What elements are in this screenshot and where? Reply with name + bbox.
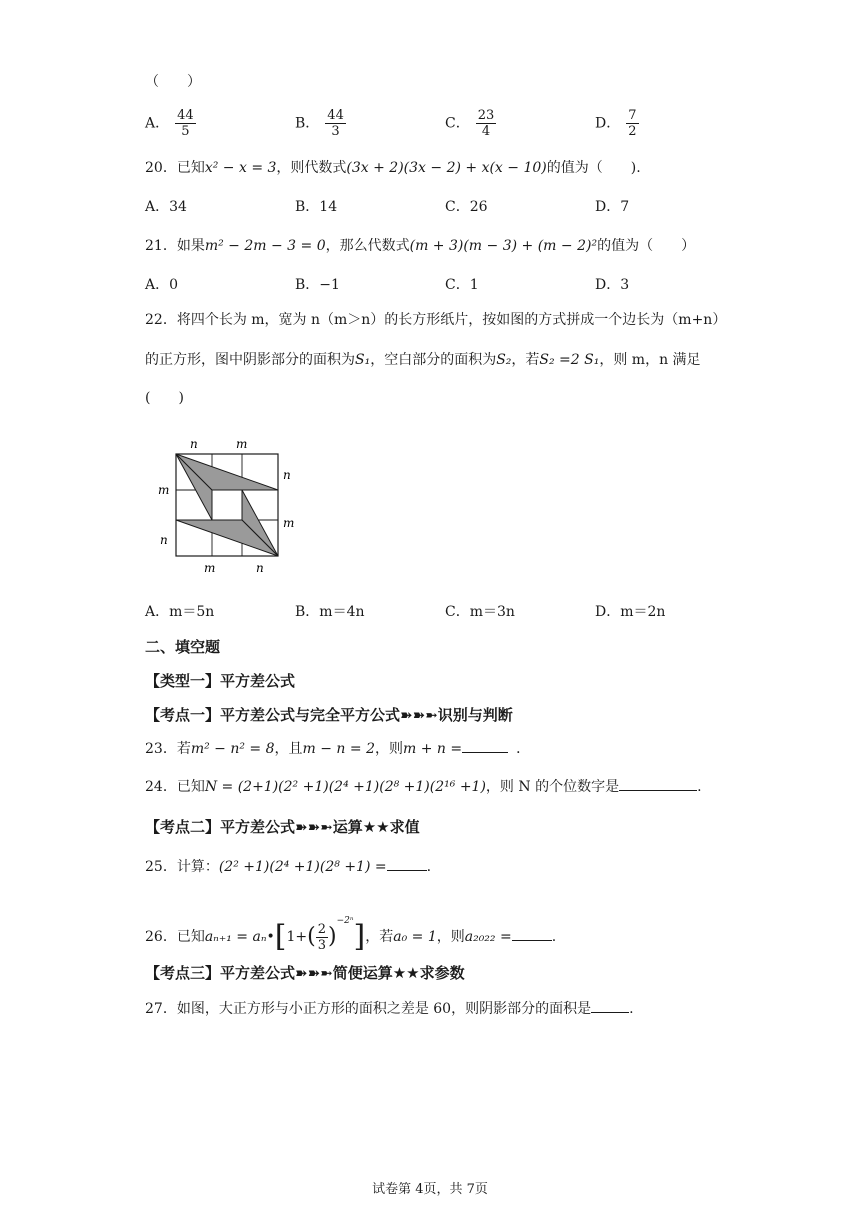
- numerator: 23: [477, 108, 495, 123]
- numerator: 44: [327, 108, 344, 123]
- q22-line2: [145, 350, 701, 370]
- q19-option-c: [445, 108, 496, 139]
- fraction: [626, 108, 638, 139]
- q25-expression: (2² +1)(2⁴ +1)(2⁸ +1) =: [218, 859, 387, 875]
- kp3-heading: 【考点三】平方差公式➽➽➼简便运算★★求参数: [145, 964, 465, 982]
- q26-end: .: [551, 929, 557, 945]
- q22-text: ，若: [511, 352, 540, 368]
- q20-option-b: B．14: [295, 199, 338, 215]
- q23-end: ．: [516, 741, 531, 757]
- label-bottom-n: n: [256, 561, 264, 575]
- q22-text: ，空白部分的面积为: [370, 352, 497, 368]
- numerator: 2: [317, 921, 326, 937]
- q20-number: 20．已知: [145, 160, 205, 176]
- page-footer: 试卷第 4页，共 7页: [372, 1182, 488, 1197]
- option-letter: B．: [295, 115, 320, 132]
- q26-text: ，则: [436, 929, 465, 945]
- q20-option-a: A．34: [145, 199, 187, 215]
- q22-s1: S₁: [355, 352, 371, 368]
- q24-text: 24．已知: [145, 779, 205, 795]
- q27-stem: [145, 998, 634, 1019]
- q22-option-b: B．m＝4n: [295, 604, 365, 620]
- option-letter: C．: [445, 115, 470, 132]
- q26-answer-blank[interactable]: [512, 926, 552, 941]
- q22-text: ，则 m，n 满足: [599, 352, 701, 368]
- q19-option-a: [145, 108, 196, 139]
- label-right-m: m: [283, 516, 295, 530]
- denominator: 5: [181, 124, 190, 139]
- denominator: 2: [628, 124, 637, 139]
- q23-stem: [145, 738, 530, 759]
- q27-end: .: [629, 1001, 634, 1017]
- numerator: 44: [177, 108, 194, 123]
- q24-expression: N = (2+1)(2² +1)(2⁴ +1)(2⁸ +1)(2¹⁶ +1): [204, 779, 486, 795]
- q26-lhs: aₙ₊₁ = aₙ•: [204, 929, 275, 945]
- q21-option-c: C．1: [445, 277, 479, 293]
- q21-number: 21．如果: [145, 238, 205, 254]
- q24-stem: [145, 776, 702, 797]
- q20-option-c: C．26: [445, 199, 488, 215]
- q19-option-b: [295, 108, 346, 139]
- q23-cond1: m² − n² = 8: [190, 741, 275, 757]
- section-title-fill-in: 二、填空题: [145, 638, 221, 656]
- q21-expression: (m + 3)(m − 3) + (m − 2)²: [409, 238, 598, 254]
- q19-bracket: （ ）: [145, 74, 201, 90]
- label-bottom-m: m: [204, 561, 216, 575]
- label-right-n: n: [283, 468, 291, 482]
- q26-ask: a₂₀₂₂ =: [464, 929, 512, 945]
- label-left-n: n: [160, 533, 168, 547]
- label-left-m: m: [158, 483, 170, 497]
- label-top-m: m: [236, 437, 248, 451]
- q23-cond2: m − n = 2: [302, 741, 375, 757]
- q21-option-b: B．−1: [295, 277, 340, 293]
- q26-stem: [145, 904, 556, 954]
- fraction: [325, 108, 346, 139]
- right-paren: ): [328, 924, 337, 949]
- fraction: [175, 108, 196, 139]
- q20-mid: ，则代数式: [276, 160, 347, 176]
- option-letter: A．: [145, 115, 170, 132]
- q20-end: 的值为（ ).: [546, 160, 641, 176]
- q25-answer-blank[interactable]: [387, 856, 427, 871]
- q22-line3: ( ): [145, 390, 184, 406]
- denominator: 3: [331, 124, 340, 139]
- q26-condition: a₀ = 1: [393, 929, 437, 945]
- q21-mid: ，那么代数式: [325, 238, 410, 254]
- kp1-heading: 【考点一】平方差公式与完全平方公式➽➽➼识别与判断: [145, 706, 513, 724]
- q23-text: ，且: [274, 741, 303, 757]
- q20-stem: [145, 158, 641, 178]
- q22-line1: 22．将四个长为 m，宽为 n（m＞n）的长方形纸片，按如图的方式拼成一个边长为（m+n）: [145, 312, 727, 328]
- q22-text: 的正方形，图中阴影部分的面积为: [145, 352, 355, 368]
- q22-option-d: D．m＝2n: [595, 604, 666, 620]
- q21-option-d: D．3: [595, 277, 630, 293]
- left-bracket: [: [274, 919, 287, 954]
- q20-condition: x² − x = 3: [204, 160, 277, 176]
- option-letter: D．: [595, 115, 621, 132]
- q26-exponent: −2ⁿ: [336, 916, 354, 926]
- q20-expression: (3x + 2)(3x − 2) + x(x − 10): [346, 160, 547, 176]
- label-top-n: n: [190, 437, 198, 451]
- type1-heading: 【类型一】平方差公式: [145, 672, 296, 690]
- fraction: [476, 108, 497, 139]
- kp2-heading: 【考点二】平方差公式➽➽➼运算★★求值: [145, 818, 420, 836]
- q24-end: .: [697, 779, 702, 795]
- left-paren: (: [307, 924, 316, 949]
- q25-text: 25．计算：: [145, 859, 219, 875]
- q26-inner: 1+: [286, 929, 308, 945]
- q21-option-a: A．0: [145, 277, 179, 293]
- q23-answer-blank[interactable]: [462, 738, 508, 753]
- denominator: 3: [317, 937, 326, 953]
- q21-stem: [145, 236, 695, 256]
- q27-text: 27．如图，大正方形与小正方形的面积之差是 60，则阴影部分的面积是: [145, 1001, 592, 1017]
- q22-option-c: C．m＝3n: [445, 604, 515, 620]
- q25-end: .: [426, 859, 432, 875]
- right-bracket: ]: [353, 919, 366, 954]
- q22-s2: S₂: [496, 352, 512, 368]
- q26-text: ，若: [365, 929, 394, 945]
- q23-text: ，则: [374, 741, 403, 757]
- q24-text: ，则 N 的个位数字是: [485, 779, 620, 795]
- q22-figure: [150, 432, 310, 577]
- numerator: 7: [628, 108, 637, 123]
- q26-text: 26．已知: [145, 929, 205, 945]
- q20-option-d: D．7: [595, 199, 630, 215]
- q22-option-a: A．m＝5n: [145, 604, 215, 620]
- q23-ask: m + n =: [402, 741, 463, 757]
- q23-text: 23．若: [145, 741, 191, 757]
- q24-answer-blank[interactable]: [619, 776, 697, 791]
- q22-condition: S₂ =2 S₁: [539, 352, 600, 368]
- q21-end: 的值为（ ）: [597, 238, 696, 254]
- q19-option-d: [595, 108, 639, 139]
- q27-answer-blank[interactable]: [591, 998, 629, 1013]
- q21-condition: m² − 2m − 3 = 0: [204, 238, 326, 254]
- q25-stem: [145, 856, 431, 877]
- q26-fraction: [316, 922, 328, 953]
- denominator: 4: [481, 124, 491, 139]
